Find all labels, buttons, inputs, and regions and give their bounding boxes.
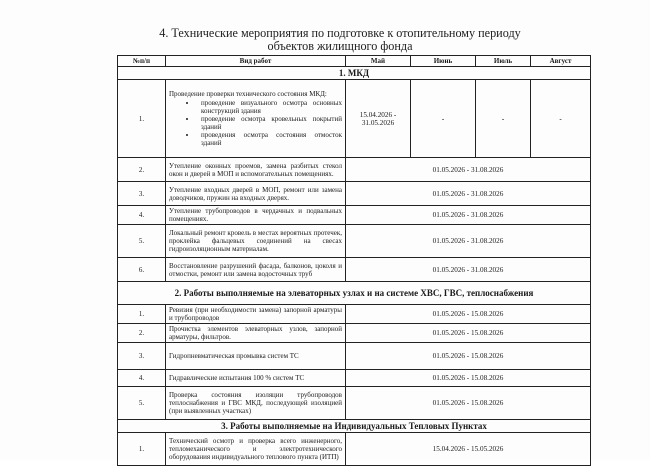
row-work: Технический осмотр и проверка всего инженерного, тепломеханического и электротехнического оборудования индивидуального теплового пункта (ИТП) [166, 433, 346, 466]
row-period: 01.05.2026 - 15.08.2026 [346, 370, 591, 387]
row-number: 4. [118, 206, 166, 225]
row-period: 01.05.2026 - 15.08.2026 [346, 343, 591, 370]
table-row [118, 370, 591, 387]
row-work: Проверка состояния изоляции трубопроводов теплоснабжения и ГВС МКД, последующей изоляцией (при выявленных участках) [166, 387, 346, 420]
work-text: Проведение проверки технического состояния МКД: [169, 90, 327, 98]
row-work: Прочистка элементов элеваторных узлов, запорной арматуры, фильтров. [166, 324, 346, 343]
table-row [118, 258, 591, 282]
row-period: 01.05.2026 - 15.08.2026 [346, 324, 591, 343]
row-work: Утепление трубопроводов в чердачных и подвальных помещениях. [166, 206, 346, 225]
row-number: 1. [118, 433, 166, 466]
section-header-mkd [118, 67, 591, 80]
june-period: - [411, 80, 476, 158]
header-june: Июнь [411, 56, 476, 67]
header-august: Август [531, 56, 591, 67]
may-period: 15.04.2026 - 31.05.2026 [346, 80, 411, 158]
row-period: 15.04.2026 - 15.05.2026 [346, 433, 591, 466]
row-work: Восстановление разрушений фасада, балконов, цоколя и отмостки, ремонт или замена водосточных труб [166, 258, 346, 282]
table-row [118, 225, 591, 258]
row-number: 4. [118, 370, 166, 387]
header-july: Июль [476, 56, 531, 67]
title-line-2: объектов жилищного фонда [267, 39, 413, 53]
table-row [118, 387, 591, 420]
row-number: 3. [118, 343, 166, 370]
row-period: 01.05.2026 - 15.08.2026 [346, 305, 591, 324]
july-period: - [476, 80, 531, 158]
table-row [118, 206, 591, 225]
row-number: 2. [118, 158, 166, 182]
row-work: Гидравлические испытания 100 % систем ТС [166, 370, 346, 387]
row-number: 6. [118, 258, 166, 282]
section-header-elevator-units [118, 282, 591, 305]
measures-table [117, 55, 591, 466]
bullet-item: • проведение осмотра кровельных покрытий зданий [197, 115, 342, 131]
table-row [118, 343, 591, 370]
row-period: 01.05.2026 - 31.08.2026 [346, 158, 591, 182]
row-work: Ревизия (при необходимости замена) запорной арматуры и трубопроводов [166, 305, 346, 324]
header-number: №п/п [118, 56, 166, 67]
table-row [118, 305, 591, 324]
row-work: Гидропневматическая промывка систем ТС [166, 343, 346, 370]
row-period: 01.05.2026 - 31.08.2026 [346, 258, 591, 282]
document-title [100, 27, 580, 53]
row-number: 5. [118, 387, 166, 420]
header-may: Май [346, 56, 411, 67]
table-row [118, 80, 591, 158]
row-period: 01.05.2026 - 31.08.2026 [346, 225, 591, 258]
row-number: 1. [118, 80, 166, 158]
row-number: 1. [118, 305, 166, 324]
row-period: 01.05.2026 - 31.08.2026 [346, 182, 591, 206]
table-row [118, 182, 591, 206]
table-row [118, 324, 591, 343]
table-row [118, 158, 591, 182]
table-header-row [118, 56, 591, 67]
bullet-item: • проведение визуального осмотра основных конструкций здания [197, 99, 342, 115]
row-number: 2. [118, 324, 166, 343]
table-row [118, 433, 591, 466]
bullet-item: • проведения осмотра состояния отмосток зданий [197, 131, 342, 147]
section-title: 2. Работы выполняемые на элеваторных узлах и на системе ХВС, ГВС, теплоснабжения [118, 282, 591, 305]
row-number: 5. [118, 225, 166, 258]
row-work [166, 80, 346, 158]
work-bullets [169, 99, 342, 147]
row-work: Утепление входных дверей в МОП, ремонт или замена доводчиков, пружин на входных дверях. [166, 182, 346, 206]
section-title: 3. Работы выполняемые на Индивидуальных Тепловых Пунктах [118, 420, 591, 433]
row-work: Локальный ремонт кровель в местах вероятных протечек, проклейка фальцевых соединений на свесах гидроизоляционным материалам. [166, 225, 346, 258]
row-period: 01.05.2026 - 15.08.2026 [346, 387, 591, 420]
august-period: - [531, 80, 591, 158]
header-work-type: Вид работ [166, 56, 346, 67]
row-period: 01.05.2026 - 31.08.2026 [346, 206, 591, 225]
title-line-1: 4. Технические мероприятия по подготовке к отопительному периоду [159, 26, 521, 40]
row-number: 3. [118, 182, 166, 206]
section-title: 1. МКД [118, 67, 591, 80]
row-work: Утепление оконных проемов, замена разбитых стекол окон и дверей в МОП и вспомогательных помещениях. [166, 158, 346, 182]
section-header-itp [118, 420, 591, 433]
